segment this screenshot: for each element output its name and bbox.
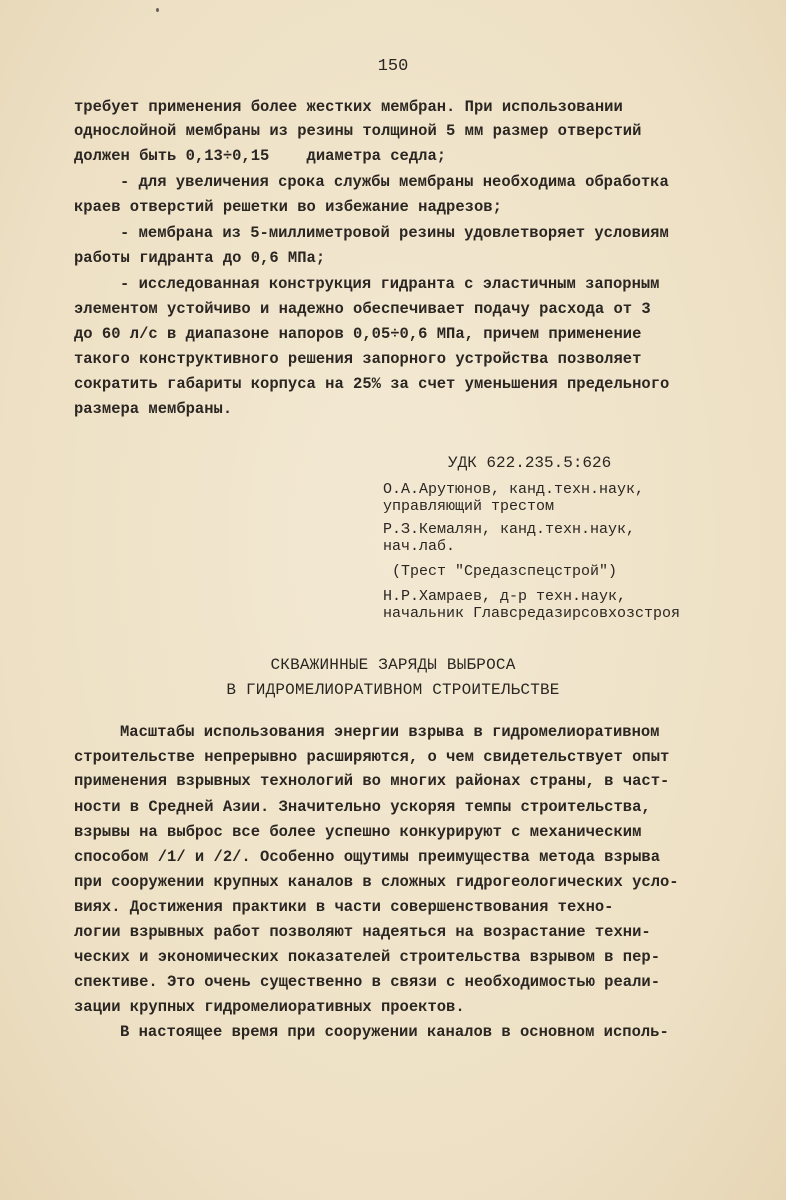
text-line: требует применения более жестких мембран. При использовании [74,98,623,116]
text-line: элементом устойчиво и надежно обеспечивает подачу расхода от 3 [74,300,651,318]
text-line: краев отверстий решетки во избежание надрезов; [74,198,502,216]
text-line: логии взрывных работ позволяют надеяться на возрастание техни- [74,923,651,941]
page-number: 150 [377,57,409,76]
text-line: работы гидранта до 0,6 МПа; [74,249,326,267]
text-line: размера мембраны. [74,400,233,418]
article-title: СКВАЖИННЫЕ ЗАРЯДЫ ВЫБРОСА [270,656,516,674]
text-line: спективе. Это очень существенно в связи с необходимостью реали- [74,973,660,991]
text-line: строительстве непрерывно расширяются, о чем свидетельствует опыт [74,748,670,766]
text-line: виях. Достижения практики в части совершенствования техно- [74,898,614,916]
text-line: зации крупных гидромелиоративных проектов. [74,998,465,1016]
author-entry: О.А.Арутюнов, канд.техн.наук, управляющий трестом [383,481,645,515]
text-line: применения взрывных технологий во многих районах страны, в част- [74,772,670,790]
author-entry: Н.Р.Хамраев, д-р техн.наук, начальник Главсредазирсовхозстроя [383,588,681,622]
article-title: В ГИДРОМЕЛИОРАТИВНОМ СТРОИТЕЛЬСТВЕ [226,681,560,699]
text-line: - исследованная конструкция гидранта с эластичным запорным [120,275,660,293]
text-line: - мембрана из 5-миллиметровой резины удовлетворяет условиям [120,224,669,242]
text-line: взрывы на выброс все более успешно конкурируют с механическим [74,823,642,841]
udk-code: УДК 622.235.5:626 [448,454,612,472]
text-line: - для увеличения срока службы мембраны необходима обработка [120,173,669,191]
organization: (Трест "Средазспецстрой") [392,563,618,580]
text-line: однослойной мембраны из резины толщиной 5 мм размер отверстий [74,122,642,140]
text-line: ческих и экономических показателей строительства взрывом в пер- [74,948,660,966]
ink-speck [156,8,159,12]
text-line: сократить габариты корпуса на 25% за счет уменьшения предельного [74,375,670,393]
text-line: способом /1/ и /2/. Особенно ощутимы преимущества метода взрыва [74,848,660,866]
text-line: при сооружении крупных каналов в сложных гидрогеологических усло- [74,873,679,891]
text-line: В настоящее время при сооружении каналов в основном исполь- [120,1023,669,1041]
text-line: Масштабы использования энергии взрыва в гидромелиоративном [120,723,660,741]
text-line: ности в Средней Азии. Значительно ускоряя темпы строительства, [74,798,651,816]
author-entry: Р.З.Кемалян, канд.техн.наук, нач.лаб. [383,521,636,555]
text-line: такого конструктивного решения запорного устройства позволяет [74,350,642,368]
text-line: до 60 л/с в диапазоне напоров 0,05÷0,6 МПа, причем применение [74,325,642,343]
text-line: должен быть 0,13÷0,15 диаметра седла; [74,147,447,165]
